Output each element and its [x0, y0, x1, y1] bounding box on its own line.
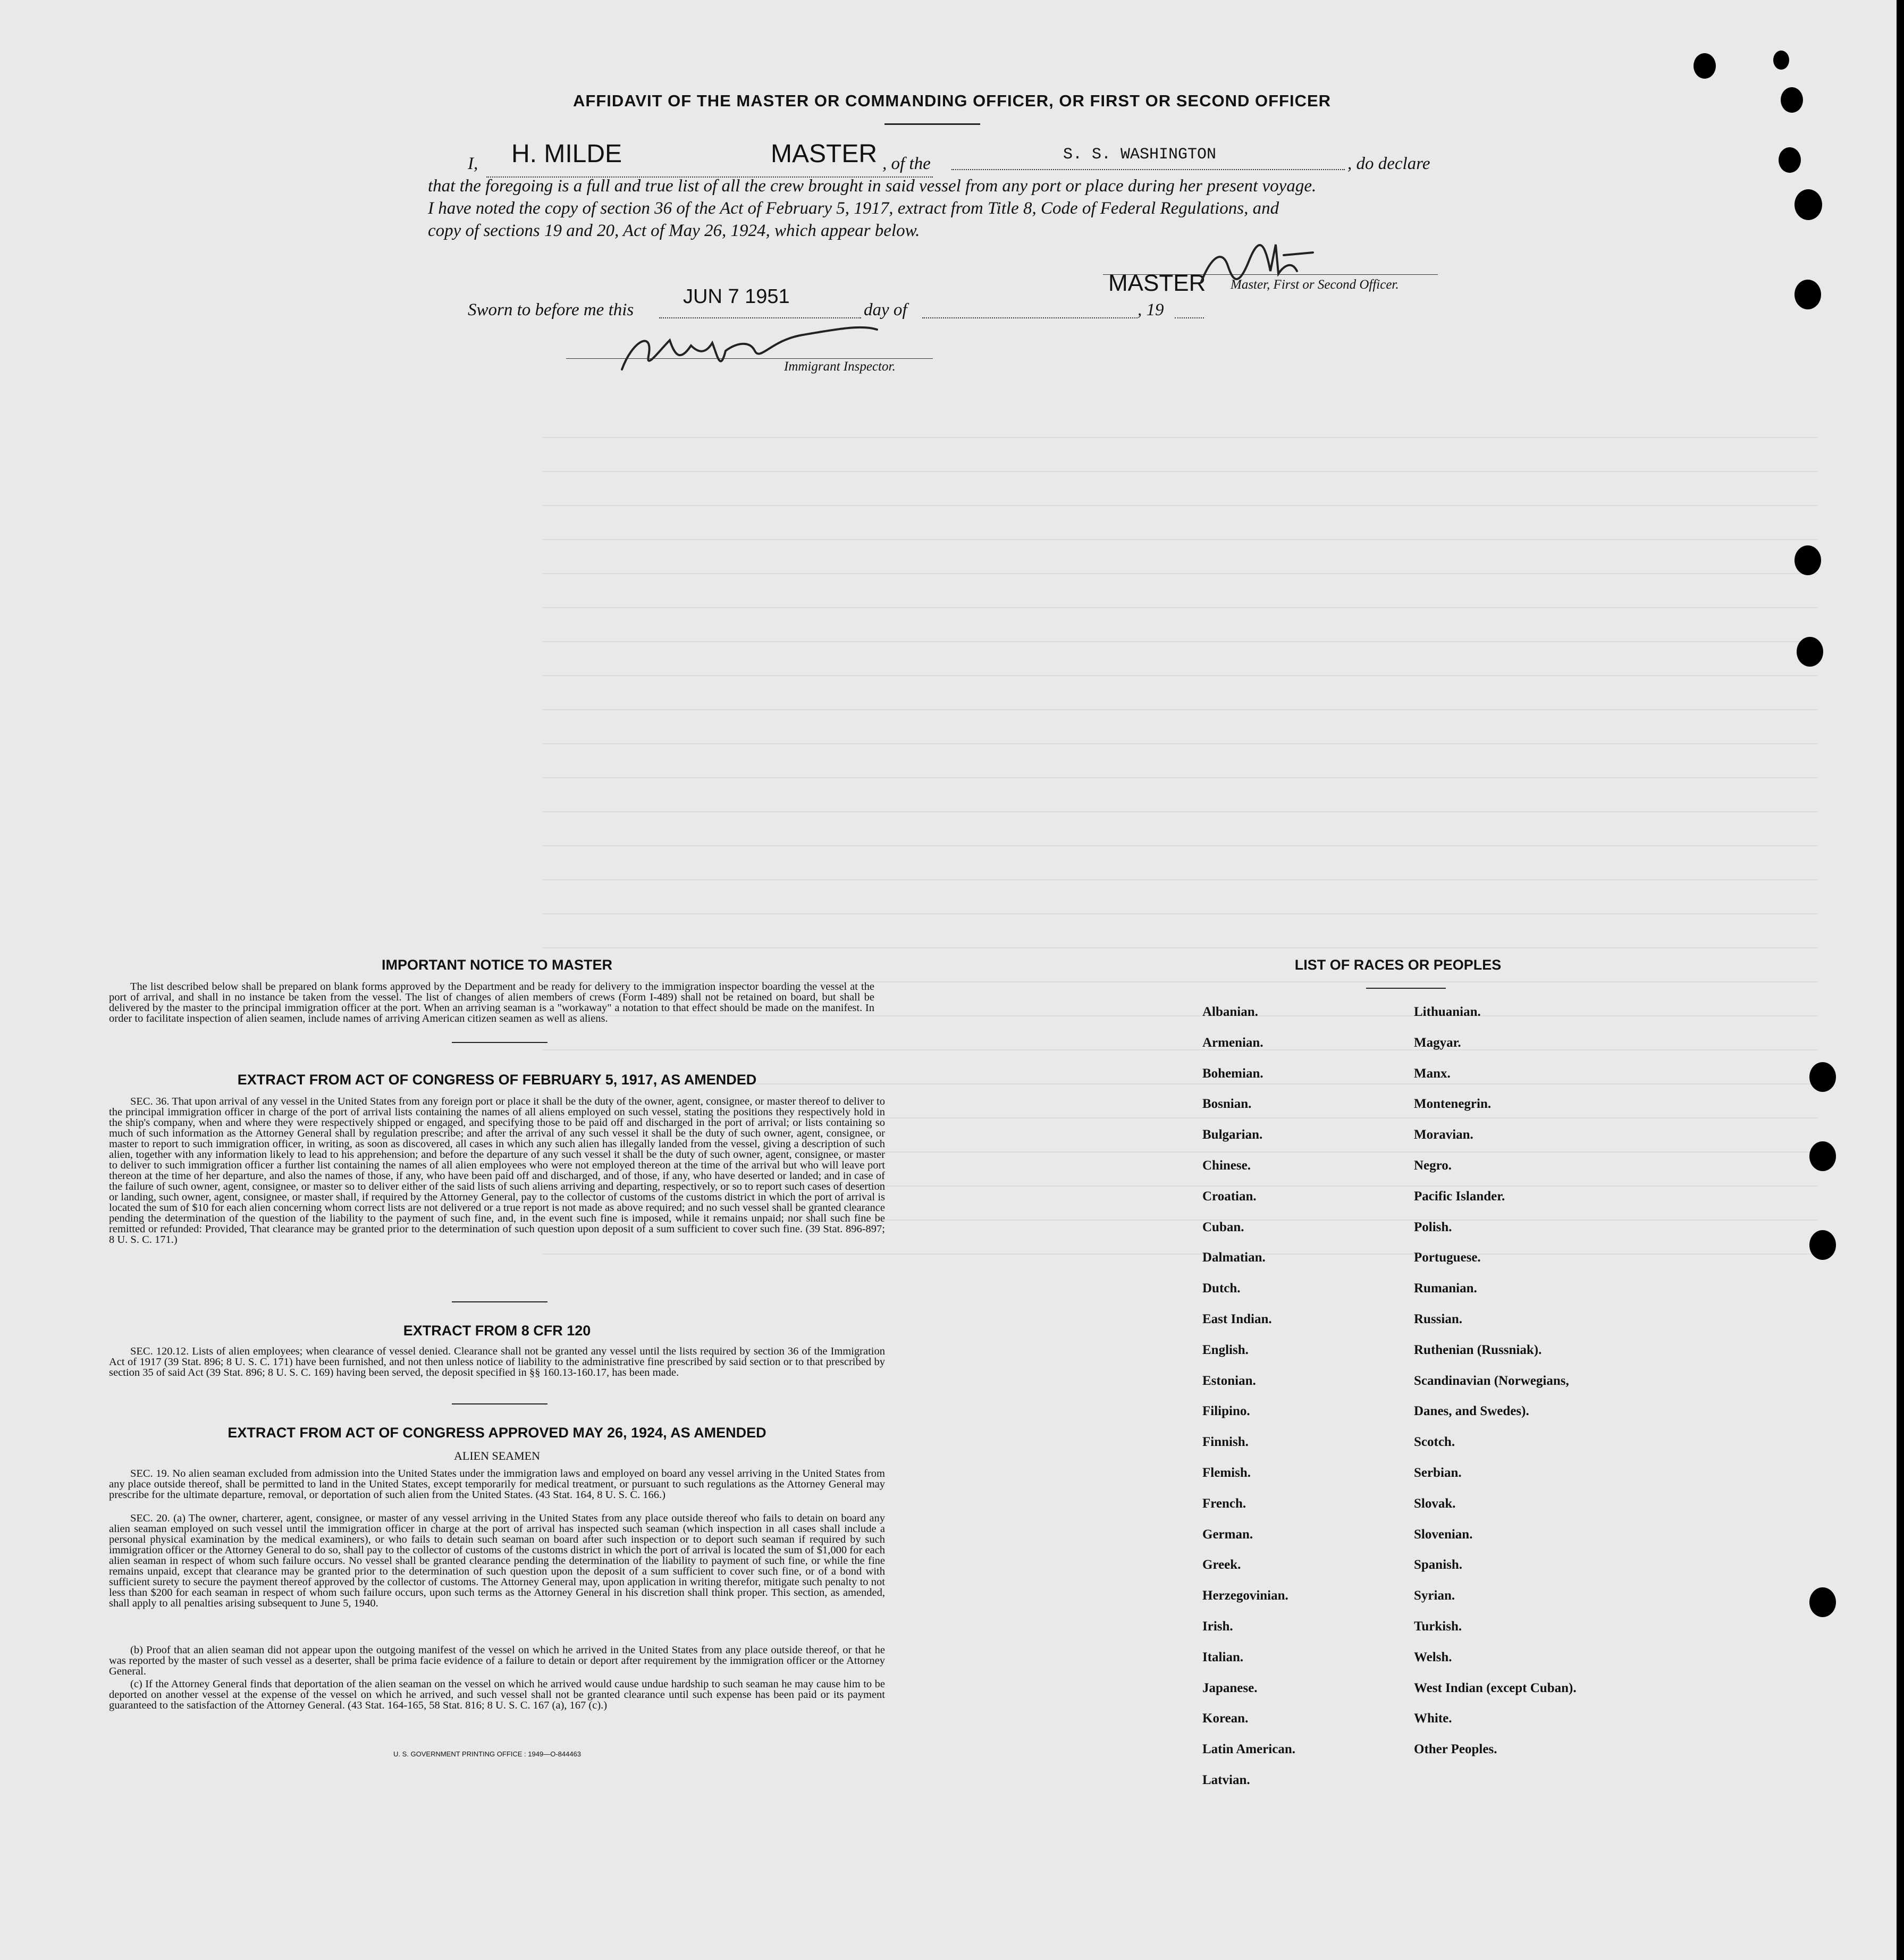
year-prefix: , 19 — [1138, 300, 1164, 319]
declaration-line-3: I have noted the copy of section 36 of the Act of February 5, 1917, extract from Title 8, Code of Federal Regulations, and — [428, 199, 1279, 218]
section-divider — [452, 1301, 547, 1302]
race-item: Syrian. — [1414, 1588, 1455, 1603]
race-item: Dalmatian. — [1202, 1250, 1266, 1265]
inspector-label: Immigrant Inspector. — [784, 359, 896, 374]
extract-1924-heading: EXTRACT FROM ACT OF CONGRESS APPROVED MAY 26, 1924, AS AMENDED — [228, 1425, 766, 1441]
extract-cfr-text: SEC. 120.12. Lists of alien employees; when clearance of vessel denied. Clearance shall not be granted any vessel until the lists required by section 36 of the Immigration Act of 1917 (39 Stat. 896; 8 U. S. C. 171) have been furnished, and not then unless notice of liability to the administrative fine prescribed by said section or to that prescribed by section 35 of said Act (39 Stat. 896; 8 U. S. C. 169) having been served, the deposit specified in §§ 160.13-160.17, has been made. — [109, 1345, 885, 1378]
race-item: Latin American. — [1202, 1742, 1295, 1757]
race-item: Irish. — [1202, 1619, 1233, 1634]
declaration-of-the: , of the — [882, 154, 931, 173]
binder-hole — [1773, 51, 1789, 70]
binder-hole — [1809, 1230, 1836, 1260]
vessel-name: S. S. WASHINGTON — [1063, 146, 1217, 164]
race-item: Albanian. — [1202, 1005, 1258, 1019]
binder-hole — [1795, 280, 1821, 309]
declaration-line-2: that the foregoing is a full and true list of all the crew brought in said vessel from any port or place during her present voyage. — [428, 176, 1317, 196]
race-item: Moravian. — [1414, 1128, 1473, 1142]
extract-1924-sec20c: (c) If the Attorney General finds that deportation of the alien seaman on the vessel on which he arrived would cause undue hardship to such seaman he may cause him to be deported on another vessel at the expense of the vessel on which he arrived, and such vessel shall not be granted clearance until such expense has been paid or its payment guaranteed to the satisfaction of the Attorney General. (43 Stat. 164-165, 58 Stat. 816; 8 U. S. C. 167 (a), 167 (c).) — [109, 1678, 885, 1711]
race-item: Chinese. — [1202, 1158, 1251, 1173]
race-item: Korean. — [1202, 1711, 1249, 1726]
race-item: Pacific Islander. — [1414, 1189, 1505, 1204]
race-item: Slovenian. — [1414, 1527, 1473, 1542]
vessel-underline — [951, 169, 1345, 170]
race-item: Spanish. — [1414, 1558, 1463, 1572]
race-item: Lithuanian. — [1414, 1005, 1481, 1019]
extract-1924-subheading: ALIEN SEAMEN — [454, 1449, 540, 1462]
race-item: Slovak. — [1414, 1496, 1456, 1511]
officer-label: Master, First or Second Officer. — [1231, 277, 1399, 292]
extract-1924-sec19: SEC. 19. No alien seaman excluded from admission into the United States under the immigration laws and employed on board any vessel arriving in the United States from any place outside thereof, shall be permitted to land in the United States, except temporarily for medical treatment, or pursuant to such regulations as the Attorney General may prescribe for the ultimate departure, removal, or deportation of such alien from the United States. (43 Stat. 164, 8 U. S. C. 166.) — [109, 1468, 885, 1501]
section-divider — [452, 1403, 547, 1404]
year-underline — [1175, 317, 1204, 318]
binder-hole — [1809, 1587, 1836, 1617]
race-item: Cuban. — [1202, 1219, 1244, 1234]
race-item: Polish. — [1414, 1219, 1452, 1234]
race-item: Welsh. — [1414, 1650, 1452, 1664]
printer-imprint: U. S. GOVERNMENT PRINTING OFFICE : 1949—O-844463 — [393, 1750, 582, 1758]
race-item: Latvian. — [1202, 1773, 1250, 1787]
race-item: Turkish. — [1414, 1619, 1462, 1634]
race-item: Russian. — [1414, 1312, 1463, 1326]
binder-hole — [1781, 87, 1803, 113]
day-of-label: day of — [864, 300, 907, 319]
races-heading: LIST OF RACES OR PEOPLES — [1294, 957, 1502, 973]
race-item: Japanese. — [1202, 1680, 1258, 1695]
race-item: Dutch. — [1202, 1281, 1241, 1296]
race-item: German. — [1202, 1527, 1253, 1542]
day-of-underline — [922, 317, 1138, 318]
race-item: West Indian (except Cuban). — [1414, 1680, 1577, 1695]
date-stamp: JUN 7 1951 — [683, 285, 790, 308]
race-item: Magyar. — [1414, 1035, 1461, 1050]
race-item: Negro. — [1414, 1158, 1452, 1173]
binder-hole — [1779, 147, 1801, 173]
notice-text: The list described below shall be prepared on blank forms approved by the Department and be ready for delivery to the immigration inspector boarding the vessel at the port of arrival, and shall in no instance be taken from the vessel. The list of changes of alien members of crews (Form I-489) shall not be retained on board, but shall be delivered by the master to the principal immigration officer at the port. When an arriving seaman is a "workaway" a notation to that effect should be made on the manifest. In order to facilitate inspection of alien seamen, include names of arriving American citizen seamen as well as aliens. — [109, 981, 874, 1024]
race-item: East Indian. — [1202, 1312, 1272, 1326]
race-item: Estonian. — [1202, 1373, 1256, 1388]
declaration-line-4: copy of sections 19 and 20, Act of May 26, 1924, which appear below. — [428, 221, 920, 240]
race-item: Bulgarian. — [1202, 1128, 1263, 1142]
binder-hole — [1795, 545, 1821, 575]
race-item: Scotch. — [1414, 1435, 1455, 1450]
master-rank: MASTER — [771, 140, 878, 168]
title-rule — [884, 123, 980, 125]
race-item: Serbian. — [1414, 1466, 1462, 1480]
extract-1924-sec20b: (b) Proof that an alien seaman did not appear upon the outgoing manifest of the vessel on which he arrived in the United States from any place outside thereof, or that he was reported by the master of such vessel as a deserter, shall be prima facie evidence of a failure to detain or deport after requirement by the immigration officer or the Attorney General. — [109, 1644, 885, 1677]
sworn-date-underline — [659, 317, 861, 318]
race-item: Bosnian. — [1202, 1097, 1252, 1112]
race-item: Armenian. — [1202, 1035, 1263, 1050]
inspector-signature-line — [566, 358, 933, 359]
extract-1924-sec20a: SEC. 20. (a) The owner, charterer, agent, consignee, or master of any vessel arriving in the United States from any place outside thereof who fails to detain on board any alien seaman employed on such vessel until the immigration officer in charge at the port of arrival has inspected such seaman (which inspection in all cases shall include a personal physical examination by the medical examiners), or who fails to detain such seaman on board after such inspection or to deport such seaman if required by such immigration officer or the Attorney General to do so, shall pay to the collector of customs of the customs district in which the port of arrival is located the sum of $1,000 for each alien seaman in respect of whom such failure occurs. No vessel shall be granted clearance pending the determination of the liability to payment of such fine, or while the fine remains unpaid, except that clearance may be granted prior to the determination of such question upon the deposit of a sum sufficient to cover such fine, or of a bond with sufficient surety to secure the payment thereof approved by the collector of customs. The Attorney General may, upon application in writing therefor, mitigate such penalty to not less than $200 for each seaman in respect of whom such failure occurs, upon such terms as the Attorney General in his discretion shall think proper. This section, as amended, shall apply to all penalties arising subsequent to June 5, 1940. — [109, 1512, 885, 1609]
race-item: Portuguese. — [1414, 1250, 1481, 1265]
race-item: Manx. — [1414, 1066, 1451, 1081]
race-item: White. — [1414, 1711, 1452, 1726]
binder-hole — [1795, 189, 1822, 220]
race-item: French. — [1202, 1496, 1246, 1511]
race-item: Rumanian. — [1414, 1281, 1477, 1296]
race-item: Other Peoples. — [1414, 1742, 1497, 1757]
declaration-do-declare: , do declare — [1347, 154, 1430, 173]
race-item: English. — [1202, 1342, 1249, 1357]
race-item: Ruthenian (Russniak). — [1414, 1342, 1542, 1357]
race-item: Danes, and Swedes). — [1414, 1404, 1529, 1419]
section-divider — [452, 1042, 547, 1043]
extract-1917-text: SEC. 36. That upon arrival of any vessel in the United States from any foreign port or place it shall be the duty of the owner, agent, consignee, or master thereof to deliver to the principal immigration officer in charge of the port of arrival lists containing the names of all aliens employed on such vessel, stating the positions they respectively hold in the ship's company, when and where they were respectively shipped or engaged, and specifying those to be paid off and discharged in the port of arrival; or lists containing so much of such information as the Attorney General shall by regulation prescribe; and after the arrival of any such vessel it shall be the duty of such owner, agent, consignee, or master to report to such immigration officer, in writing, as soon as discovered, all cases in which any such alien has illegally landed from the vessel, giving a description of such alien, together with any information likely to lead to his apprehension; and before the departure of any such vessel it shall be the duty of such owner, agent, consignee, or master to deliver to such immigration officer a further list containing the names of all alien employees who were not employed thereon at the time of the arrival but who will leave port thereon at the time of her departure, and also the names of those, if any, who have been paid off and discharged, and of those, if any, who have deserted or landed; and in case of the failure of such owner, agent, consignee, or master so to deliver either of the said lists of such aliens arriving and departing, respectively, or so to report such cases of desertion or landing, such owner, agent, consignee, or master shall, if required by the Attorney General, pay to the collector of customs of the customs district in which the port of arrival is located the sum of $10 for each alien concerning whom correct lists are not delivered or a true report is not made as above required; and no such vessel shall be granted clearance pending the determination of the question of the liability to the payment of such fine, and, in the event such fine is imposed, while it remains unpaid; nor shall such fine be remitted or refunded: Provided, That clearance may be granted prior to the determination of such question upon deposit of a sum sufficient to cover such fine. (39 Stat. 896-897; 8 U. S. C. 171.) — [109, 1096, 885, 1246]
sworn-label: Sworn to before me this — [468, 300, 634, 319]
extract-cfr-heading: EXTRACT FROM 8 CFR 120 — [403, 1323, 591, 1339]
binder-hole — [1809, 1141, 1836, 1171]
binder-hole — [1694, 53, 1716, 79]
race-item: Croatian. — [1202, 1189, 1257, 1204]
race-item: Italian. — [1202, 1650, 1244, 1664]
race-item: Flemish. — [1202, 1466, 1251, 1480]
race-item: Greek. — [1202, 1558, 1241, 1572]
declaration-pre-name: I, — [468, 154, 478, 173]
master-name: H. MILDE — [511, 140, 622, 168]
race-item: Finnish. — [1202, 1435, 1249, 1450]
race-item: Herzegovinian. — [1202, 1588, 1288, 1603]
affidavit-title: AFFIDAVIT OF THE MASTER OR COMMANDING OFFICER, OR FIRST OR SECOND OFFICER — [572, 91, 1332, 110]
master-stamp: MASTER — [1108, 270, 1206, 296]
binder-hole — [1809, 1062, 1836, 1092]
race-item: Scandinavian (Norwegians, — [1414, 1373, 1569, 1388]
notice-heading: IMPORTANT NOTICE TO MASTER — [382, 957, 612, 973]
race-item: Montenegrin. — [1414, 1097, 1492, 1112]
races-heading-rule — [1366, 988, 1446, 989]
race-item: Filipino. — [1202, 1404, 1250, 1419]
race-item: Bohemian. — [1202, 1066, 1263, 1081]
binder-hole — [1797, 637, 1823, 667]
extract-1917-heading: EXTRACT FROM ACT OF CONGRESS OF FEBRUARY 5, 1917, AS AMENDED — [237, 1072, 757, 1088]
